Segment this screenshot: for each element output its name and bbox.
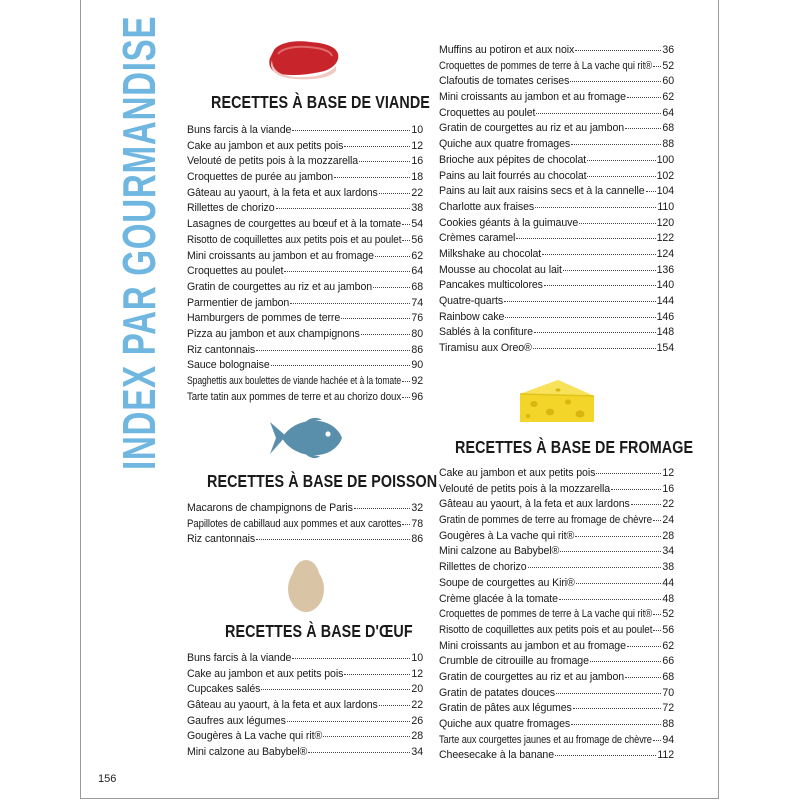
recipe-page: 56 xyxy=(662,623,674,636)
recipe-name: Risotto de coquillettes aux petits pois et au poulet xyxy=(187,233,402,246)
recipe-page: 28 xyxy=(662,529,674,542)
recipe-page: 34 xyxy=(662,545,674,558)
index-entry xyxy=(439,624,674,640)
recipe-name: Clafoutis de tomates cerises xyxy=(439,75,570,88)
recipe-page: 136 xyxy=(656,263,674,276)
index-entry xyxy=(439,154,674,170)
index-entry xyxy=(187,699,423,715)
recipe-name: Quatre-quarts xyxy=(439,295,504,307)
recipe-name: Gaufres aux légumes xyxy=(187,714,286,727)
recipe-name: Tiramisu aux Oreo® xyxy=(439,342,532,355)
recipe-name: Parmentier de jambon xyxy=(187,296,290,309)
dot-leader xyxy=(587,176,655,177)
recipe-page: 86 xyxy=(411,533,423,546)
dot-leader xyxy=(256,350,410,351)
index-entry xyxy=(439,530,674,546)
dot-leader xyxy=(573,708,662,709)
index-entry xyxy=(439,655,674,671)
recipe-name: Mini calzone au Babybel® xyxy=(439,545,560,558)
recipe-page: 74 xyxy=(411,296,423,309)
recipe-page: 68 xyxy=(662,122,674,135)
recipe-page: 94 xyxy=(662,733,674,746)
recipe-page: 104 xyxy=(656,185,674,198)
index-entry xyxy=(439,498,674,514)
index-entry xyxy=(439,217,674,233)
recipe-page: 90 xyxy=(411,359,423,372)
recipe-name: Muffins au potiron et aux noix xyxy=(439,44,575,56)
recipe-name: Sauce bolognaise xyxy=(187,359,270,372)
index-entry xyxy=(439,718,674,734)
recipe-page: 62 xyxy=(662,91,674,104)
index-entry xyxy=(439,342,674,358)
recipe-page: 122 xyxy=(656,232,674,245)
recipe-page: 112 xyxy=(657,749,674,762)
recipe-page: 146 xyxy=(656,310,674,323)
index-entry xyxy=(439,702,674,718)
index-entry xyxy=(439,60,674,76)
recipe-name: Croquettes au poulet xyxy=(187,265,284,278)
recipe-page: 100 xyxy=(656,153,674,166)
dot-leader xyxy=(344,674,410,675)
list-oeuf-suite xyxy=(439,44,674,358)
recipe-page: 16 xyxy=(411,155,423,168)
recipe-page: 22 xyxy=(662,498,674,511)
recipe-name: Croquettes de purée au jambon xyxy=(187,171,334,184)
egg-icon xyxy=(286,558,326,614)
recipe-name: Buns farcis à la viande xyxy=(187,652,292,664)
recipe-page: 26 xyxy=(411,714,423,727)
dot-leader xyxy=(276,208,411,209)
dot-leader xyxy=(535,207,656,208)
index-entry xyxy=(187,730,423,746)
index-entry xyxy=(187,652,423,668)
index-entry xyxy=(187,344,423,360)
section-title-fromage: RECETTES À BASE DE FROMAGE xyxy=(455,437,694,457)
recipe-page: 54 xyxy=(411,218,423,231)
dot-leader xyxy=(596,473,661,474)
recipe-page: 38 xyxy=(662,561,674,574)
dot-leader xyxy=(290,303,410,304)
dot-leader xyxy=(559,599,662,600)
recipe-name: Gâteau au yaourt, à la feta et aux lardons xyxy=(187,186,378,199)
recipe-name: Risotto de coquillettes aux petits pois et au poulet xyxy=(439,623,653,636)
dot-leader xyxy=(402,397,410,398)
recipe-name: Gâteau au yaourt, à la feta et aux lardons xyxy=(187,699,378,712)
recipe-page: 92 xyxy=(411,375,423,387)
index-entry xyxy=(187,218,423,234)
recipe-page: 140 xyxy=(656,279,674,292)
dot-leader xyxy=(292,130,410,131)
recipe-name: Cookies géants à la guimauve xyxy=(439,216,579,229)
index-entry xyxy=(187,140,423,156)
recipe-name: Velouté de petits pois à la mozzarella xyxy=(439,482,611,495)
recipe-name: Tarte aux courgettes jaunes et au fromage de chèvre xyxy=(439,733,652,746)
recipe-name: Gratin de pommes de terre au fromage de chèvre xyxy=(439,514,652,527)
recipe-page: 10 xyxy=(411,652,423,664)
recipe-page: 72 xyxy=(662,702,674,715)
dot-leader xyxy=(528,567,662,568)
index-entry xyxy=(187,187,423,203)
index-entry xyxy=(439,185,674,201)
recipe-page: 88 xyxy=(662,718,674,730)
recipe-page: 88 xyxy=(662,138,674,151)
recipe-name: Pancakes multicolores xyxy=(439,279,543,292)
recipe-page: 12 xyxy=(662,467,674,479)
dot-leader xyxy=(625,677,661,678)
index-entry xyxy=(439,514,674,530)
recipe-page: 22 xyxy=(411,186,423,199)
recipe-name: Quiche aux quatre fromages xyxy=(439,718,571,730)
dot-leader xyxy=(292,658,410,659)
index-entry xyxy=(439,279,674,295)
recipe-page: 70 xyxy=(662,686,674,699)
recipe-name: Spaghettis aux boulettes de viande hachée et à la tomate xyxy=(187,375,402,387)
recipe-page: 60 xyxy=(662,75,674,88)
recipe-page: 78 xyxy=(411,517,423,530)
recipe-name: Tarte tatin aux pommes de terre et au chorizo doux xyxy=(187,390,402,403)
recipe-page: 110 xyxy=(657,200,674,213)
dot-leader xyxy=(373,287,410,288)
dot-leader xyxy=(556,693,661,694)
index-entry xyxy=(439,326,674,342)
recipe-name: Soupe de courgettes au Kiri® xyxy=(439,576,575,589)
recipe-name: Gratin de courgettes au riz et au jambon xyxy=(439,122,625,135)
dot-leader xyxy=(256,539,410,540)
dot-leader xyxy=(625,128,661,129)
recipe-name: Mini croissants au jambon et au fromage xyxy=(187,249,374,262)
index-entry xyxy=(439,467,674,483)
dot-leader xyxy=(323,736,410,737)
recipe-name: Quiche aux quatre fromages xyxy=(439,138,571,151)
recipe-name: Gratin de patates douces xyxy=(439,686,555,699)
recipe-name: Rillettes de chorizo xyxy=(187,202,275,215)
dot-leader xyxy=(571,144,661,145)
index-entry xyxy=(187,202,423,218)
dot-leader xyxy=(646,191,656,192)
index-entry xyxy=(187,359,423,375)
recipe-name: Mousse au chocolat au lait xyxy=(439,263,562,276)
dot-leader xyxy=(653,740,662,741)
index-entry xyxy=(439,608,674,624)
dot-leader xyxy=(579,223,655,224)
index-entry xyxy=(187,375,423,391)
dot-leader xyxy=(575,536,661,537)
index-entry xyxy=(187,234,423,250)
dot-leader xyxy=(542,254,655,255)
recipe-page: 120 xyxy=(656,216,674,229)
recipe-page: 102 xyxy=(656,169,674,182)
index-entry xyxy=(439,749,674,765)
index-entry xyxy=(439,734,674,750)
index-entry xyxy=(439,75,674,91)
recipe-name: Pains au lait aux raisins secs et à la cannelle xyxy=(439,185,645,198)
recipe-name: Cheesecake à la banane xyxy=(439,749,555,762)
dot-leader xyxy=(354,508,411,509)
recipe-name: Croquettes au poulet xyxy=(439,106,536,119)
recipe-name: Gâteau au yaourt, à la feta et aux lardons xyxy=(439,498,630,511)
recipe-name: Croquettes de pommes de terre à La vache qui rit® xyxy=(439,59,653,72)
dot-leader xyxy=(505,317,655,318)
dot-leader xyxy=(359,161,410,162)
recipe-name: Brioche aux pépites de chocolat xyxy=(439,153,587,166)
index-entry xyxy=(439,561,674,577)
recipe-page: 34 xyxy=(411,746,423,759)
recipe-name: Crumble de citrouille au fromage xyxy=(439,655,589,668)
recipe-page: 48 xyxy=(662,592,674,605)
index-entry xyxy=(439,201,674,217)
dot-leader xyxy=(271,365,411,366)
recipe-page: 62 xyxy=(411,249,423,262)
recipe-name: Cake au jambon et aux petits pois xyxy=(187,139,344,152)
recipe-name: Riz cantonnais xyxy=(187,343,256,356)
dot-leader xyxy=(555,755,656,756)
index-entry xyxy=(439,483,674,499)
recipe-name: Gougères à La vache qui rit® xyxy=(187,730,323,743)
recipe-page: 80 xyxy=(411,327,423,340)
index-entry xyxy=(187,683,423,699)
index-entry xyxy=(439,170,674,186)
dot-leader xyxy=(284,271,410,272)
index-entry xyxy=(439,577,674,593)
recipe-name: Sablés à la confiture xyxy=(439,326,533,339)
index-entry xyxy=(439,232,674,248)
dot-leader xyxy=(653,520,661,521)
index-entry xyxy=(187,281,423,297)
fish-icon xyxy=(268,416,344,460)
index-entry xyxy=(439,640,674,656)
recipe-page: 96 xyxy=(411,390,423,403)
recipe-page: 144 xyxy=(656,295,674,307)
dot-leader xyxy=(611,489,661,490)
list-viande xyxy=(187,124,423,406)
index-entry xyxy=(439,545,674,561)
recipe-page: 64 xyxy=(662,106,674,119)
recipe-page: 20 xyxy=(411,683,423,696)
page-number: 156 xyxy=(98,773,117,785)
recipe-name: Gougères à La vache qui rit® xyxy=(439,529,575,542)
dot-leader xyxy=(627,97,662,98)
recipe-name: Lasagnes de courgettes au bœuf et à la tomate xyxy=(187,218,402,231)
index-entry xyxy=(439,91,674,107)
index-entry xyxy=(187,265,423,281)
recipe-page: 38 xyxy=(411,202,423,215)
recipe-page: 68 xyxy=(411,280,423,293)
recipe-page: 64 xyxy=(411,265,423,278)
index-entry xyxy=(439,138,674,154)
recipe-name: Rillettes de chorizo xyxy=(439,561,527,574)
recipe-name: Macarons de champignons de Paris xyxy=(187,502,353,514)
recipe-name: Mini croissants au jambon et au fromage xyxy=(439,91,626,104)
index-entry xyxy=(187,668,423,684)
dot-leader xyxy=(402,524,410,525)
dot-leader xyxy=(533,348,656,349)
recipe-name: Hamburgers de pommes de terre xyxy=(187,312,341,325)
section-title-oeuf: RECETTES À BASE D'ŒUF xyxy=(225,621,413,641)
recipe-page: 36 xyxy=(662,44,674,56)
recipe-name: Buns farcis à la viande xyxy=(187,124,292,136)
dot-leader xyxy=(544,285,656,286)
index-entry xyxy=(439,593,674,609)
dot-leader xyxy=(571,724,661,725)
dot-leader xyxy=(504,301,656,302)
dot-leader xyxy=(560,551,661,552)
dot-leader xyxy=(590,661,662,662)
dot-leader xyxy=(287,721,411,722)
recipe-page: 52 xyxy=(662,608,674,621)
recipe-page: 32 xyxy=(411,502,423,514)
recipe-name: Charlotte aux fraises xyxy=(439,200,535,213)
recipe-name: Crème glacée à la tomate xyxy=(439,592,558,605)
list-fromage xyxy=(439,467,674,765)
dot-leader xyxy=(570,81,661,82)
dot-leader xyxy=(361,334,411,335)
index-entry xyxy=(187,297,423,313)
dot-leader xyxy=(631,504,662,505)
page-title: INDEX PAR GOURMANDISE xyxy=(113,15,165,470)
recipe-page: 148 xyxy=(656,326,674,339)
recipe-page: 66 xyxy=(662,655,674,668)
recipe-page: 22 xyxy=(411,699,423,712)
index-entry xyxy=(187,250,423,266)
dot-leader xyxy=(402,240,410,241)
recipe-name: Gratin de courgettes au riz et au jambon xyxy=(439,670,625,683)
recipe-name: Crèmes caramel xyxy=(439,232,516,245)
recipe-name: Gratin de courgettes au riz et au jambon xyxy=(187,280,373,293)
dot-leader xyxy=(308,752,410,753)
dot-leader xyxy=(261,689,410,690)
dot-leader xyxy=(379,705,411,706)
recipe-page: 124 xyxy=(656,247,674,260)
dot-leader xyxy=(563,270,656,271)
index-entry xyxy=(187,124,423,140)
recipe-page: 16 xyxy=(662,482,674,495)
dot-leader xyxy=(402,381,410,382)
recipe-page: 154 xyxy=(656,342,674,355)
dot-leader xyxy=(575,50,661,51)
index-entry xyxy=(439,264,674,280)
recipe-name: Cake au jambon et aux petits pois xyxy=(187,667,344,680)
recipe-name: Pizza au jambon et aux champignons xyxy=(187,327,360,340)
recipe-name: Pains au lait fourrés au chocolat xyxy=(439,169,587,182)
index-entry xyxy=(439,687,674,703)
recipe-page: 52 xyxy=(662,59,674,72)
index-entry xyxy=(439,107,674,123)
index-entry xyxy=(187,518,423,534)
index-entry xyxy=(439,311,674,327)
index-entry xyxy=(187,312,423,328)
recipe-page: 18 xyxy=(411,171,423,184)
index-entry xyxy=(187,533,423,549)
recipe-page: 76 xyxy=(411,312,423,325)
recipe-name: Cupcakes salés xyxy=(187,683,261,696)
dot-leader xyxy=(576,583,662,584)
recipe-page: 56 xyxy=(411,233,423,246)
recipe-name: Mini calzone au Babybel® xyxy=(187,746,308,759)
recipe-name: Gratin de pâtes aux légumes xyxy=(439,702,572,715)
dot-leader xyxy=(375,256,411,257)
dot-leader xyxy=(653,66,661,67)
index-entry xyxy=(439,671,674,687)
dot-leader xyxy=(344,146,410,147)
index-entry xyxy=(187,171,423,187)
recipe-page: 28 xyxy=(411,730,423,743)
dot-leader xyxy=(379,193,411,194)
index-entry xyxy=(187,715,423,731)
dot-leader xyxy=(536,113,661,114)
index-entry xyxy=(187,502,423,518)
recipe-name: Milkshake au chocolat xyxy=(439,247,542,260)
recipe-page: 12 xyxy=(411,139,423,152)
section-title-poisson: RECETTES À BASE DE POISSON xyxy=(207,471,438,491)
recipe-page: 68 xyxy=(662,670,674,683)
dot-leader xyxy=(627,646,662,647)
list-oeuf xyxy=(187,652,423,762)
recipe-name: Riz cantonnais xyxy=(187,533,256,546)
recipe-name: Cake au jambon et aux petits pois xyxy=(439,467,596,479)
recipe-name: Velouté de petits pois à la mozzarella xyxy=(187,155,359,168)
section-title-viande: RECETTES À BASE DE VIANDE xyxy=(211,92,430,112)
recipe-page: 86 xyxy=(411,343,423,356)
recipe-page: 10 xyxy=(411,124,423,136)
dot-leader xyxy=(534,332,656,333)
dot-leader xyxy=(587,160,656,161)
dot-leader xyxy=(402,224,410,225)
dot-leader xyxy=(653,630,661,631)
index-entry xyxy=(187,391,423,407)
index-entry xyxy=(187,328,423,344)
index-entry xyxy=(187,155,423,171)
recipe-name: Croquettes de pommes de terre à La vache qui rit® xyxy=(439,608,653,621)
dot-leader xyxy=(516,238,655,239)
recipe-page: 12 xyxy=(411,667,423,680)
recipe-name: Rainbow cake xyxy=(439,310,505,323)
list-poisson xyxy=(187,502,423,549)
index-entry xyxy=(187,746,423,762)
dot-leader xyxy=(334,177,410,178)
recipe-page: 24 xyxy=(662,514,674,527)
index-entry xyxy=(439,122,674,138)
index-entry xyxy=(439,295,674,311)
meat-steak-icon xyxy=(266,40,342,80)
recipe-name: Papillotes de cabillaud aux pommes et aux carottes xyxy=(187,517,402,530)
dot-leader xyxy=(653,614,661,615)
recipe-page: 62 xyxy=(662,639,674,652)
index-entry xyxy=(439,44,674,60)
recipe-page: 44 xyxy=(662,576,674,589)
index-entry xyxy=(439,248,674,264)
recipe-name: Mini croissants au jambon et au fromage xyxy=(439,639,626,652)
dot-leader xyxy=(341,318,410,319)
cheese-icon xyxy=(514,378,598,426)
